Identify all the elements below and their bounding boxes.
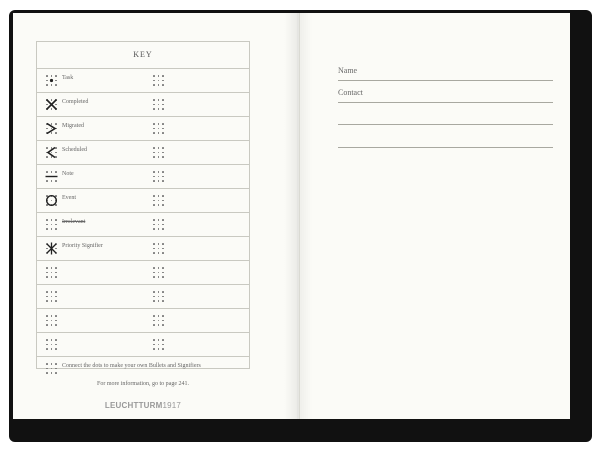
key-row [37,117,249,141]
migrated-icon [44,121,59,136]
key-row-label: Connect the dots to make your own Bullets and Signifiers [62,363,201,369]
key-row [37,309,249,333]
blank-line-1[interactable] [338,110,553,125]
dot-grid-icon [46,363,57,374]
key-title: KEY [37,42,249,69]
key-row [37,93,249,117]
key-row-label: Priority Signifier [62,243,103,249]
task-icon [44,73,59,88]
dot-grid-icon [153,315,164,326]
key-row-label: Scheduled [62,147,87,153]
contact-field[interactable] [338,88,553,103]
event-icon [44,193,59,208]
key-row-label: Note [62,171,74,177]
key-row [37,357,249,380]
key-row [37,285,249,309]
key-row-label: Irrelevant [62,219,86,225]
dot-grid-icon [46,315,57,326]
name-label: Name [338,66,358,75]
key-row-label: Task [62,75,74,81]
name-field[interactable] [338,66,553,81]
dot-grid-icon [153,291,164,302]
key-row [37,261,249,285]
dot-grid-icon [153,267,164,278]
dot-grid-icon [153,99,164,110]
key-row-label: Migrated [62,123,84,129]
dot-grid-icon [46,267,57,278]
dot-grid-icon [153,243,164,254]
scheduled-icon [44,145,59,160]
key-row [37,165,249,189]
brand-logo: LEUCHTTURM1917 [104,401,182,410]
note-icon [44,169,59,184]
dot-grid-icon [153,123,164,134]
dot-grid-icon [46,291,57,302]
key-row-label: Completed [62,99,89,105]
contact-label: Contact [338,88,363,97]
key-row [37,141,249,165]
dot-grid-icon [153,171,164,182]
key-row [37,213,249,237]
key-row [37,237,249,261]
dot-grid-icon [153,195,164,206]
key-row [37,69,249,93]
key-row-label: Event [62,195,76,201]
dot-grid-icon [46,339,57,350]
priority-icon [44,241,59,256]
key-table [36,41,250,369]
blank-line-2[interactable] [338,133,553,148]
key-row [37,333,249,357]
completed-icon [44,97,59,112]
footnote: For more information, go to page 241. [97,381,189,387]
dot-grid-icon [153,219,164,230]
dot-grid-icon [46,219,57,230]
key-row [37,189,249,213]
dot-grid-icon [153,339,164,350]
dot-grid-icon [153,147,164,158]
dot-grid-icon [153,75,164,86]
